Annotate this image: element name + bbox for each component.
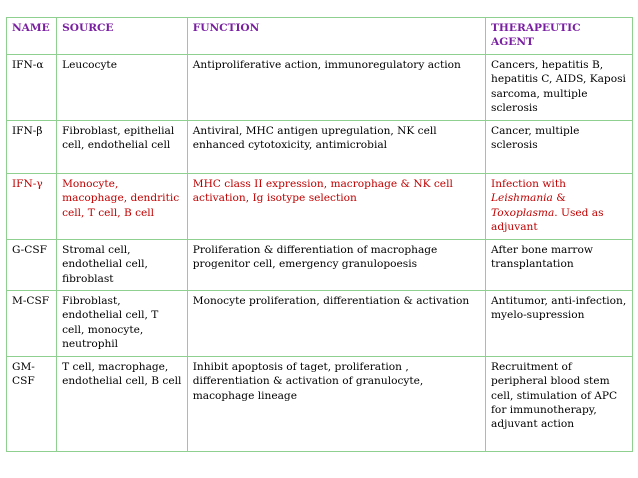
cell-source: Leucocyte [57, 55, 188, 121]
header-agent: THERAPEUTIC AGENT [486, 18, 633, 55]
cell-name: IFN-α [7, 55, 57, 121]
cell-agent [486, 174, 633, 240]
cell-agent: Cancer, multiple sclerosis [486, 121, 633, 174]
header-name: NAME [7, 18, 57, 55]
agent-text-post: . Used as adjuvant [491, 206, 604, 233]
cell-source: Stromal cell, endothelial cell, fibroblast [57, 240, 188, 291]
cell-source: Monocyte, macophage, dendritic cell, T cell, B cell [57, 174, 188, 240]
header-function: FUNCTION [187, 18, 485, 55]
cell-source: T cell, macrophage, endothelial cell, B cell [57, 357, 188, 452]
agent-text-mid: & [552, 192, 566, 205]
table-row [7, 357, 633, 452]
cell-agent: Recruitment of peripheral blood stem cell, stimulation of APC for immunotherapy, adjuvant action [486, 357, 633, 452]
cell-function: Inhibit apoptosis of taget, proliferation , differentiation & activation of granulocyte, macophage lineage [187, 357, 485, 452]
cell-function: Antiviral, MHC antigen upregulation, NK cell enhanced cytotoxicity, antimicrobial [187, 121, 485, 174]
cell-agent: Antitumor, anti-infection, myelo-supression [486, 291, 633, 357]
cytokine-table-container [6, 17, 633, 452]
cell-agent: Cancers, hepatitis B, hepatitis C, AIDS, Kaposi sarcoma, multiple sclerosis [486, 55, 633, 121]
cell-function: MHC class II expression, macrophage & NK cell activation, Ig isotype selection [187, 174, 485, 240]
cell-name: IFN-γ [7, 174, 57, 240]
cell-function: Antiproliferative action, immunoregulatory action [187, 55, 485, 121]
header-row [7, 18, 633, 55]
cell-agent: After bone marrow transplantation [486, 240, 633, 291]
agent-text-pre: Infection with [491, 178, 566, 190]
table-row [7, 174, 633, 240]
agent-organism-2: Toxoplasma [491, 206, 555, 219]
cytokine-table [6, 17, 633, 452]
agent-organism-1: Leishmania [491, 192, 553, 205]
cell-name: G-CSF [7, 240, 57, 291]
header-source: SOURCE [57, 18, 188, 55]
table-row [7, 121, 633, 174]
cell-name: M-CSF [7, 291, 57, 357]
cell-source: Fibroblast, epithelial cell, endothelial cell [57, 121, 188, 174]
cell-function: Monocyte proliferation, differentiation & activation [187, 291, 485, 357]
table-row [7, 240, 633, 291]
cell-name: GM-CSF [7, 357, 57, 452]
table-row [7, 291, 633, 357]
cell-function: Proliferation & differentiation of macrophage progenitor cell, emergency granulopoesis [187, 240, 485, 291]
cell-name: IFN-β [7, 121, 57, 174]
cell-source: Fibroblast, endothelial cell, T cell, monocyte, neutrophil [57, 291, 188, 357]
table-row [7, 55, 633, 121]
